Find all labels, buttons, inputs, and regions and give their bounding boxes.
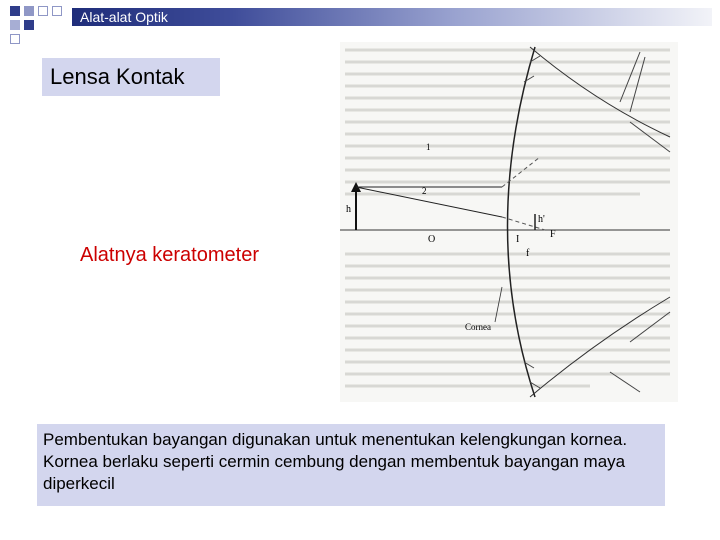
decorative-square-5 — [10, 20, 20, 30]
decorative-square-3 — [38, 6, 48, 16]
label-cornea: Cornea — [465, 322, 491, 332]
label-h: h — [346, 204, 351, 215]
section-label: Lensa Kontak — [50, 64, 185, 89]
cornea-diagram — [340, 42, 678, 402]
decorative-square-4 — [52, 6, 62, 16]
label-f: f — [526, 248, 530, 259]
decorative-square-1 — [10, 6, 20, 16]
cornea-hatching — [524, 52, 670, 392]
section-label-box — [42, 58, 220, 96]
label-ray-1: 1 — [426, 142, 431, 152]
cornea-pointer — [495, 287, 502, 322]
label-h-prime: h' — [538, 214, 545, 225]
decorative-square-2 — [24, 6, 34, 16]
keratometer-text: Alatnya keratometer — [80, 244, 259, 266]
title-bar — [72, 8, 712, 26]
cornea-diagram-svg — [340, 42, 678, 402]
label-O: O — [428, 234, 436, 245]
caption-text: Pembentukan bayangan digunakan untuk menentukan kelengkungan kornea. Kornea berlaku seperti cermin cembung dengan membentuk bayangan maya diperkecil — [43, 430, 628, 493]
outer-lens-bottom — [530, 297, 670, 397]
label-F: F — [550, 229, 556, 240]
caption-box — [37, 424, 665, 506]
ray-2 — [356, 187, 502, 217]
slide-title: Alat-alat Optik — [80, 9, 168, 25]
decorative-square-7 — [10, 34, 20, 44]
label-ray-2: 2 — [422, 186, 427, 196]
decorative-square-6 — [24, 20, 34, 30]
label-I: I — [516, 234, 520, 245]
